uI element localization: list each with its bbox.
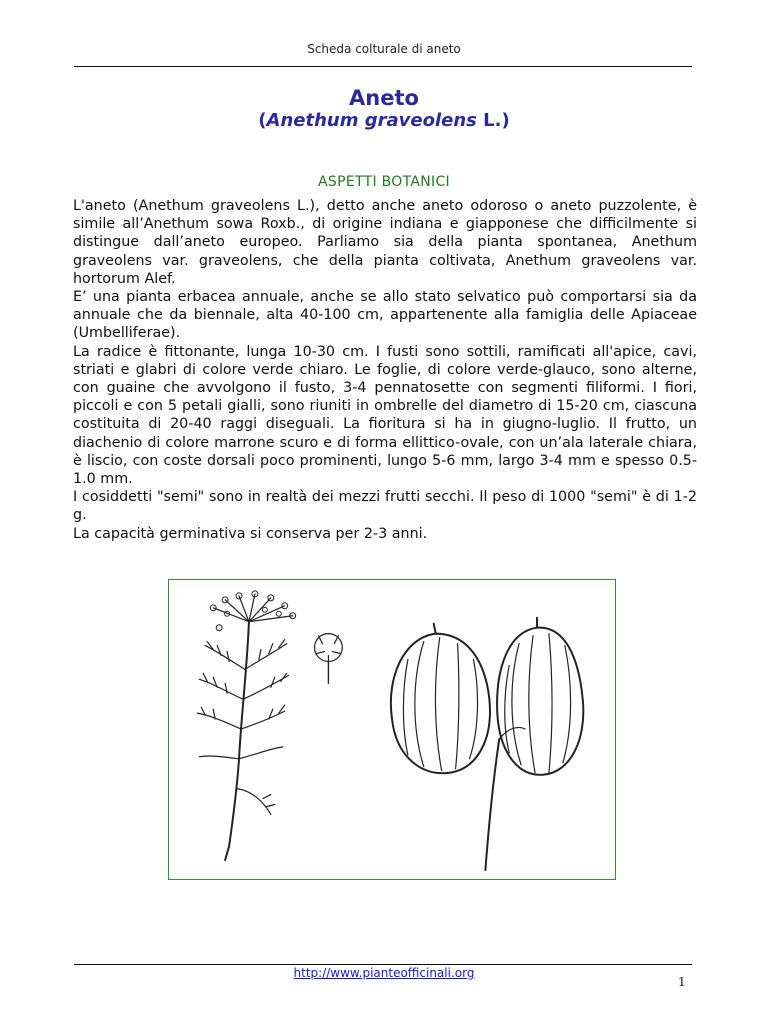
- header-rule: [74, 66, 692, 67]
- subtitle-latin-name: Anethum graveolens: [266, 110, 477, 131]
- section-heading: ASPETTI BOTANICI: [318, 174, 450, 190]
- section-body: [73, 197, 697, 543]
- paragraph: L'aneto (Anethum graveolens L.), detto anche aneto odoroso o aneto puzzolente, è simile all’Anethum sowa Roxb., di origine indiana e giapponese che difficilmente si distingue dall’aneto europeo. Parliamo sia della pianta spontanea, Anethum graveolens var. graveolens, che della pianta coltivata, Anethum graveolens var. hortorum Alef.: [73, 198, 697, 287]
- paragraph: I cosiddetti "semi" sono in realtà dei mezzi frutti secchi. Il peso di 1000 "semi" è di 1-2 g.: [73, 489, 697, 524]
- footer-rule: [74, 964, 692, 965]
- footer-website-link[interactable]: http://www.pianteofficinali.org: [293, 966, 475, 980]
- subtitle-authority: L.): [476, 110, 510, 131]
- paragraph: E’ una pianta erbacea annuale, anche se allo stato selvatico può comportarsi sia da annuale che da biennale, alta 40-100 cm, appartenente alla famiglia delle Apiaceae (Umbelliferae).: [73, 289, 697, 342]
- dill-drawing: [169, 580, 615, 879]
- botanical-illustration: [168, 579, 616, 880]
- paragraph: La capacità germinativa si conserva per 2-3 anni.: [73, 525, 428, 542]
- page-number: 1: [678, 975, 686, 989]
- page-subtitle: [0, 110, 768, 131]
- running-header: Scheda colturale di aneto: [307, 42, 461, 56]
- page-title: Aneto: [349, 86, 419, 110]
- subtitle-open-paren: (: [258, 110, 267, 131]
- paragraph: La radice è fittonante, lunga 10-30 cm. I fusti sono sottili, ramificati all'apice, cavi, striati e glabri di colore verde chiaro. Le foglie, di colore verde-glauco, sono alterne, con guaine che avvolgono il fusto, 3-4 pennatosette con segmenti filiformi. I fiori, piccoli e con 5 petali gialli, sono riuniti in ombrelle del diametro di 15-20 cm, ciascuna costituita di 20-40 raggi diseguali. La fioritura si ha in giugno-luglio. Il frutto, un diachenio di colore marrone scuro e di forma ellittico-ovale, con un’ala laterale chiara, è liscio, con coste dorsali poco prominenti, lungo 5-6 mm, largo 3-4 mm e spesso 0.5-1.0 mm.: [73, 343, 697, 488]
